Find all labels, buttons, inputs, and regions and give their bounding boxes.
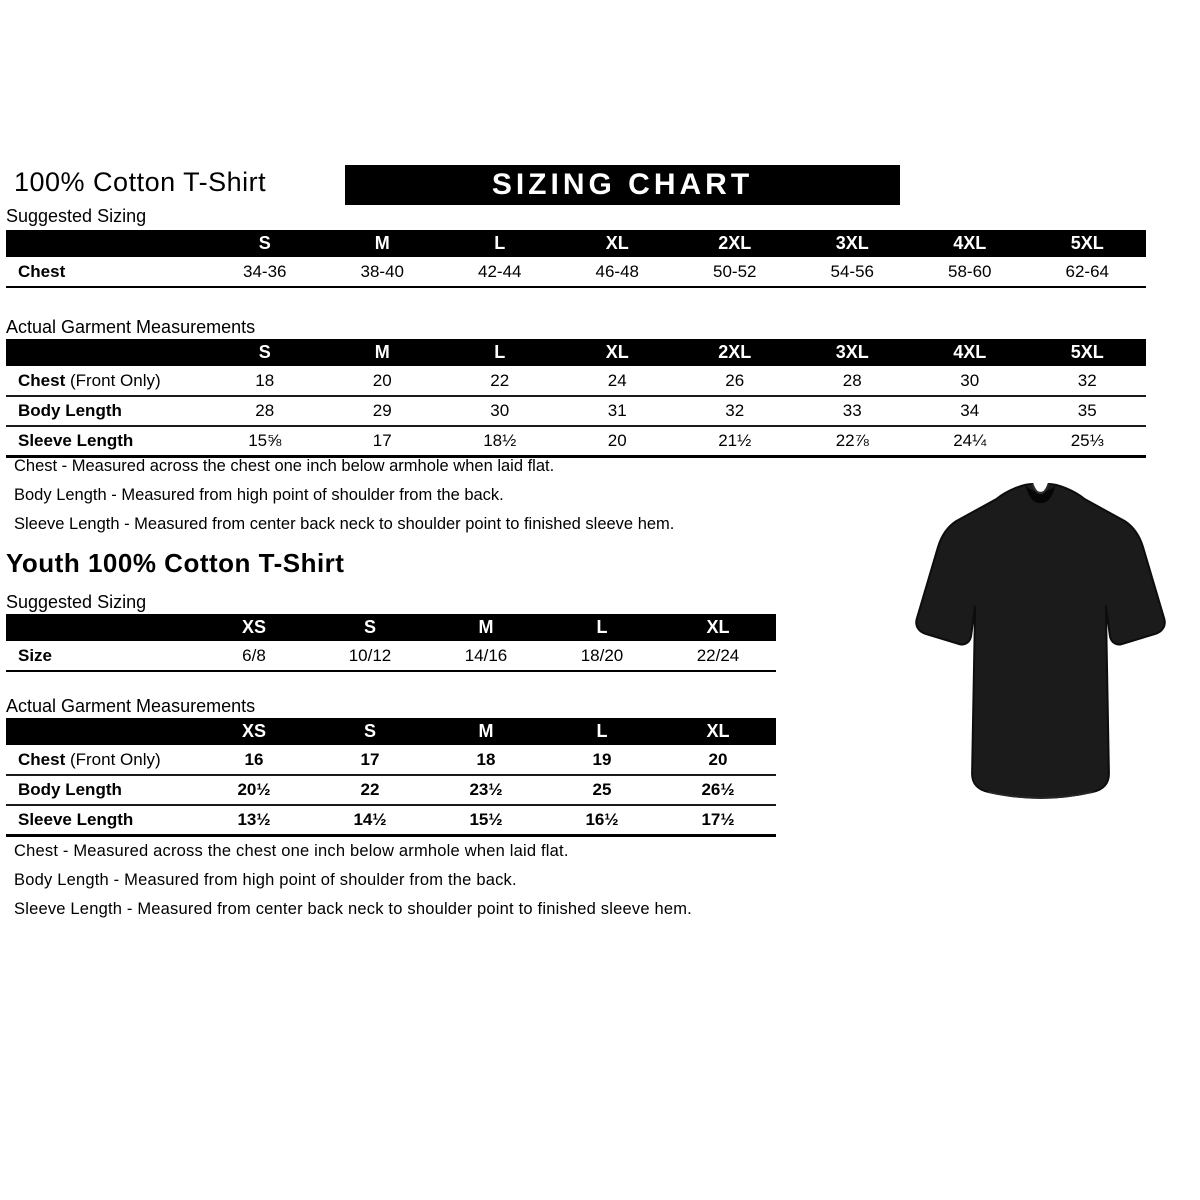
measurement-cell: 26½: [660, 775, 776, 805]
measurement-cell: 18: [428, 745, 544, 775]
header-empty-cell: [6, 339, 206, 366]
measurement-cell: 18/20: [544, 641, 660, 671]
measurement-cell: 20½: [196, 775, 312, 805]
measurement-cell: 15⅝: [206, 426, 324, 456]
size-header: XL: [660, 718, 776, 745]
note-sleeve-length: Sleeve Length - Measured from center back neck to shoulder point to finished sleeve hem.: [14, 900, 692, 918]
row-label-suffix: (Front Only): [65, 370, 161, 390]
measurement-cell: 22/24: [660, 641, 776, 671]
table-row: [6, 426, 1146, 456]
size-header: 4XL: [911, 339, 1029, 366]
measurement-cell: 35: [1029, 396, 1147, 426]
measurement-cell: 17½: [660, 805, 776, 835]
size-header: XS: [196, 718, 312, 745]
table-row: [6, 257, 1146, 287]
size-header: S: [312, 614, 428, 641]
page-title: 100% Cotton T-Shirt: [14, 167, 267, 197]
measurement-cell: 30: [441, 396, 559, 426]
table-row: [6, 745, 776, 775]
measurement-cell: 22: [312, 775, 428, 805]
header-empty-cell: [6, 718, 196, 745]
size-header: 2XL: [676, 230, 794, 257]
row-label: Sleeve Length: [6, 805, 196, 835]
measurement-cell: 62-64: [1029, 257, 1147, 287]
measurement-cell: 18½: [441, 426, 559, 456]
measurement-cell: 13½: [196, 805, 312, 835]
measurement-cell: 32: [1029, 366, 1147, 396]
note-chest: Chest - Measured across the chest one inch below armhole when laid flat.: [14, 457, 555, 475]
measurement-cell: 20: [660, 745, 776, 775]
size-header: 3XL: [794, 230, 912, 257]
size-header: XL: [660, 614, 776, 641]
note-body-length: Body Length - Measured from high point of shoulder from the back.: [14, 871, 517, 889]
measurement-cell: 14½: [312, 805, 428, 835]
size-header: L: [441, 230, 559, 257]
row-label: Body Length: [6, 396, 206, 426]
size-header: M: [428, 614, 544, 641]
adult-actual-measurements-label: Actual Garment Measurements: [6, 317, 256, 337]
table-header-row: [6, 230, 1146, 257]
measurement-cell: 16½: [544, 805, 660, 835]
note-body-length: Body Length - Measured from high point of shoulder from the back.: [14, 486, 504, 504]
measurement-cell: 42-44: [441, 257, 559, 287]
size-header: S: [206, 230, 324, 257]
measurement-cell: 28: [206, 396, 324, 426]
size-header: L: [544, 718, 660, 745]
header-empty-cell: [6, 614, 196, 641]
measurement-cell: 23½: [428, 775, 544, 805]
measurement-cell: 32: [676, 396, 794, 426]
row-label-text: Chest: [18, 749, 66, 769]
size-header: M: [324, 339, 442, 366]
youth-suggested-sizing-table: [6, 614, 776, 672]
measurement-cell: 25: [544, 775, 660, 805]
note-chest: Chest - Measured across the chest one inch below armhole when laid flat.: [14, 842, 569, 860]
tshirt-silhouette-icon: [898, 477, 1183, 815]
measurement-cell: 17: [324, 426, 442, 456]
measurement-cell: 28: [794, 366, 912, 396]
measurement-cell: 16: [196, 745, 312, 775]
youth-actual-measurements-label: Actual Garment Measurements: [6, 696, 256, 716]
row-label-text: Chest: [18, 370, 66, 390]
table-header-row: [6, 614, 776, 641]
measurement-cell: 34-36: [206, 257, 324, 287]
measurement-cell: 34: [911, 396, 1029, 426]
measurement-cell: 22: [441, 366, 559, 396]
table-header-row: [6, 718, 776, 745]
measurement-cell: 17: [312, 745, 428, 775]
size-header: 5XL: [1029, 230, 1147, 257]
measurement-cell: 21½: [676, 426, 794, 456]
measurement-cell: 22⅞: [794, 426, 912, 456]
adult-actual-measurements-table: [6, 339, 1146, 458]
row-label: [6, 366, 206, 396]
measurement-cell: 38-40: [324, 257, 442, 287]
row-label: Body Length: [6, 775, 196, 805]
measurement-cell: 20: [324, 366, 442, 396]
size-header: L: [441, 339, 559, 366]
size-header: XS: [196, 614, 312, 641]
youth-measurement-notes: [14, 842, 692, 929]
row-label: Chest: [6, 257, 206, 287]
header-empty-cell: [6, 230, 206, 257]
table-row: [6, 805, 776, 835]
measurement-cell: 29: [324, 396, 442, 426]
measurement-cell: 19: [544, 745, 660, 775]
size-header: M: [324, 230, 442, 257]
youth-actual-measurements-table: [6, 718, 776, 837]
measurement-cell: 10/12: [312, 641, 428, 671]
measurement-cell: 24¼: [911, 426, 1029, 456]
youth-section-title: Youth 100% Cotton T-Shirt: [6, 548, 345, 578]
size-header: S: [206, 339, 324, 366]
size-header: 4XL: [911, 230, 1029, 257]
table-row: [6, 775, 776, 805]
size-header: M: [428, 718, 544, 745]
measurement-cell: 33: [794, 396, 912, 426]
note-sleeve-length: Sleeve Length - Measured from center back neck to shoulder point to finished sleeve hem.: [14, 515, 675, 533]
table-row: [6, 396, 1146, 426]
size-header: XL: [559, 339, 677, 366]
youth-suggested-sizing-label: Suggested Sizing: [6, 592, 147, 612]
row-label: [6, 745, 196, 775]
sizing-chart-banner: [345, 165, 900, 205]
size-header: L: [544, 614, 660, 641]
adult-suggested-sizing-label: Suggested Sizing: [6, 206, 147, 226]
measurement-cell: 31: [559, 396, 677, 426]
tshirt-image: [898, 477, 1183, 815]
measurement-cell: 24: [559, 366, 677, 396]
row-label-suffix: (Front Only): [65, 749, 161, 769]
measurement-cell: 26: [676, 366, 794, 396]
measurement-cell: 30: [911, 366, 1029, 396]
size-header: XL: [559, 230, 677, 257]
measurement-cell: 46-48: [559, 257, 677, 287]
size-header: 3XL: [794, 339, 912, 366]
row-label: Size: [6, 641, 196, 671]
measurement-cell: 50-52: [676, 257, 794, 287]
measurement-cell: 15½: [428, 805, 544, 835]
table-row: [6, 641, 776, 671]
banner-title: SIZING CHART: [491, 168, 754, 201]
measurement-cell: 18: [206, 366, 324, 396]
measurement-cell: 25⅓: [1029, 426, 1147, 456]
adult-measurement-notes: [14, 457, 674, 544]
measurement-cell: 54-56: [794, 257, 912, 287]
size-header: 2XL: [676, 339, 794, 366]
measurement-cell: 20: [559, 426, 677, 456]
table-header-row: [6, 339, 1146, 366]
size-header: S: [312, 718, 428, 745]
measurement-cell: 58-60: [911, 257, 1029, 287]
table-row: [6, 366, 1146, 396]
measurement-cell: 6/8: [196, 641, 312, 671]
measurement-cell: 14/16: [428, 641, 544, 671]
size-header: 5XL: [1029, 339, 1147, 366]
row-label: Sleeve Length: [6, 426, 206, 456]
adult-suggested-sizing-table: [6, 230, 1146, 288]
